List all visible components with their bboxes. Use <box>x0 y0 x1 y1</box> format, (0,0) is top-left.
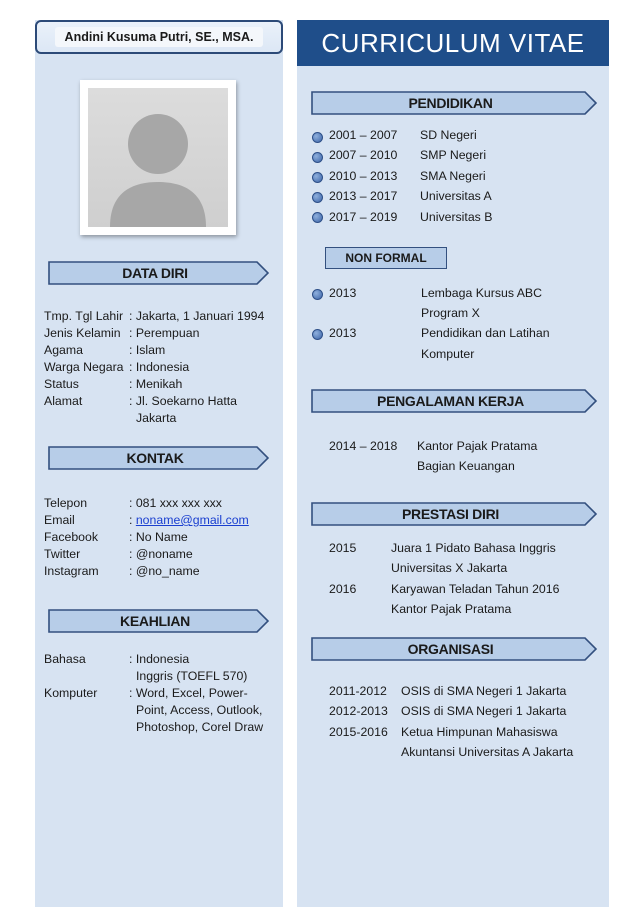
cv-title: CURRICULUM VITAE <box>297 20 609 66</box>
bullet-icon <box>312 329 323 340</box>
organisasi-desc: Ketua Himpunan Mahasiswa <box>401 725 558 739</box>
non-formal-desc: Lembaga Kursus ABC <box>421 286 542 300</box>
prestasi-desc: Juara 1 Pidato Bahasa Inggris <box>391 541 556 555</box>
section-pendidikan <box>311 91 598 115</box>
data-diri-label: Warga Negara <box>44 360 124 374</box>
section-non-formal: NON FORMAL <box>325 247 447 269</box>
colon: : <box>129 513 133 527</box>
data-diri-value: : Menikah <box>129 377 183 391</box>
section-title: PENDIDIKAN <box>408 95 493 111</box>
section-data-diri <box>48 261 270 285</box>
data-diri-label: Status <box>44 377 79 391</box>
email-link[interactable]: noname@gmail.com <box>135 513 249 527</box>
keahlian-value: Inggris (TOEFL 570) <box>136 669 248 683</box>
pendidikan-year: 2001 – 2007 <box>329 128 398 142</box>
organisasi-year: 2015-2016 <box>329 725 388 739</box>
section-title: PENGALAMAN KERJA <box>377 393 524 409</box>
kontak-label: Telepon <box>44 496 88 510</box>
kontak-label: Email <box>44 513 75 527</box>
kontak-label: Twitter <box>44 547 81 561</box>
prestasi-desc: Karyawan Teladan Tahun 2016 <box>391 582 560 596</box>
non-formal-year: 2013 <box>329 326 357 340</box>
name-box <box>35 20 283 54</box>
data-diri-label: Agama <box>44 343 83 357</box>
keahlian-value: Point, Access, Outlook, <box>136 703 263 717</box>
data-diri-value: Jakarta <box>136 411 177 425</box>
prestasi-year: 2015 <box>329 541 357 555</box>
keahlian-value: Photoshop, Corel Draw <box>136 720 264 734</box>
data-diri-value: : Jakarta, 1 Januari 1994 <box>129 309 265 323</box>
bullet-icon <box>312 172 323 183</box>
section-title: KEAHLIAN <box>120 613 190 629</box>
prestasi-year: 2016 <box>329 582 357 596</box>
prestasi-desc: Universitas X Jakarta <box>391 561 508 575</box>
pendidikan-school: SD Negeri <box>420 128 477 142</box>
section-title: ORGANISASI <box>407 641 494 657</box>
section-prestasi-diri <box>311 502 598 526</box>
pendidikan-year: 2010 – 2013 <box>329 169 398 183</box>
section-kontak <box>48 446 270 470</box>
section-keahlian <box>48 609 270 633</box>
organisasi-desc: Akuntansi Universitas A Jakarta <box>401 745 574 759</box>
section-title: PRESTASI DIRI <box>402 506 499 522</box>
data-diri-value: : Indonesia <box>129 360 190 374</box>
organisasi-desc: OSIS di SMA Negeri 1 Jakarta <box>401 704 567 718</box>
bullet-icon <box>312 212 323 223</box>
pendidikan-school: Universitas B <box>420 210 493 224</box>
kontak-label: Instagram <box>44 564 99 578</box>
section-title: KONTAK <box>126 450 184 466</box>
section-pengalaman-kerja <box>311 389 598 413</box>
avatar-placeholder-icon <box>88 88 228 227</box>
organisasi-desc: OSIS di SMA Negeri 1 Jakarta <box>401 684 567 698</box>
non-formal-desc: Program X <box>421 306 480 320</box>
prestasi-desc: Kantor Pajak Pratama <box>391 602 512 616</box>
kontak-value: : 081 xxx xxx xxx <box>129 496 222 510</box>
kontak-label: Facebook <box>44 530 99 544</box>
pendidikan-school: SMA Negeri <box>420 169 486 183</box>
bullet-icon <box>312 132 323 143</box>
data-diri-value: : Islam <box>129 343 166 357</box>
pendidikan-school: Universitas A <box>420 189 492 203</box>
kontak-value: : @noname <box>129 547 193 561</box>
section-organisasi <box>311 637 598 661</box>
bullet-icon <box>312 152 323 163</box>
keahlian-label: Bahasa <box>44 652 86 666</box>
avatar <box>88 88 228 227</box>
pengalaman-year: 2014 – 2018 <box>329 439 398 453</box>
non-formal-year: 2013 <box>329 286 357 300</box>
keahlian-label: Komputer <box>44 686 98 700</box>
pendidikan-school: SMP Negeri <box>420 148 487 162</box>
keahlian-value: : Word, Excel, Power- <box>129 686 248 700</box>
bullet-icon <box>312 192 323 203</box>
data-diri-value: : Perempuan <box>129 326 200 340</box>
data-diri-label: Jenis Kelamin <box>44 326 121 340</box>
non-formal-desc: Pendidikan dan Latihan <box>421 326 550 340</box>
keahlian-value: : Indonesia <box>129 652 190 666</box>
section-title: DATA DIRI <box>122 265 188 281</box>
kontak-value <box>129 512 249 529</box>
pendidikan-year: 2007 – 2010 <box>329 148 398 162</box>
pengalaman-desc: Bagian Keuangan <box>417 459 515 473</box>
bullet-icon <box>312 289 323 300</box>
kontak-value: : @no_name <box>129 564 200 578</box>
pendidikan-year: 2017 – 2019 <box>329 210 398 224</box>
data-diri-label: Tmp. Tgl Lahir <box>44 309 124 323</box>
pengalaman-desc: Kantor Pajak Pratama <box>417 439 538 453</box>
non-formal-desc: Komputer <box>421 347 475 361</box>
pendidikan-year: 2013 – 2017 <box>329 189 398 203</box>
data-diri-value: : Jl. Soekarno Hatta <box>129 394 237 408</box>
organisasi-year: 2011-2012 <box>329 684 387 698</box>
profile-photo-frame <box>80 80 236 235</box>
candidate-name: Andini Kusuma Putri, SE., MSA. <box>55 27 264 47</box>
data-diri-label: Alamat <box>44 394 83 408</box>
kontak-value: : No Name <box>129 530 188 544</box>
organisasi-year: 2012-2013 <box>329 704 388 718</box>
